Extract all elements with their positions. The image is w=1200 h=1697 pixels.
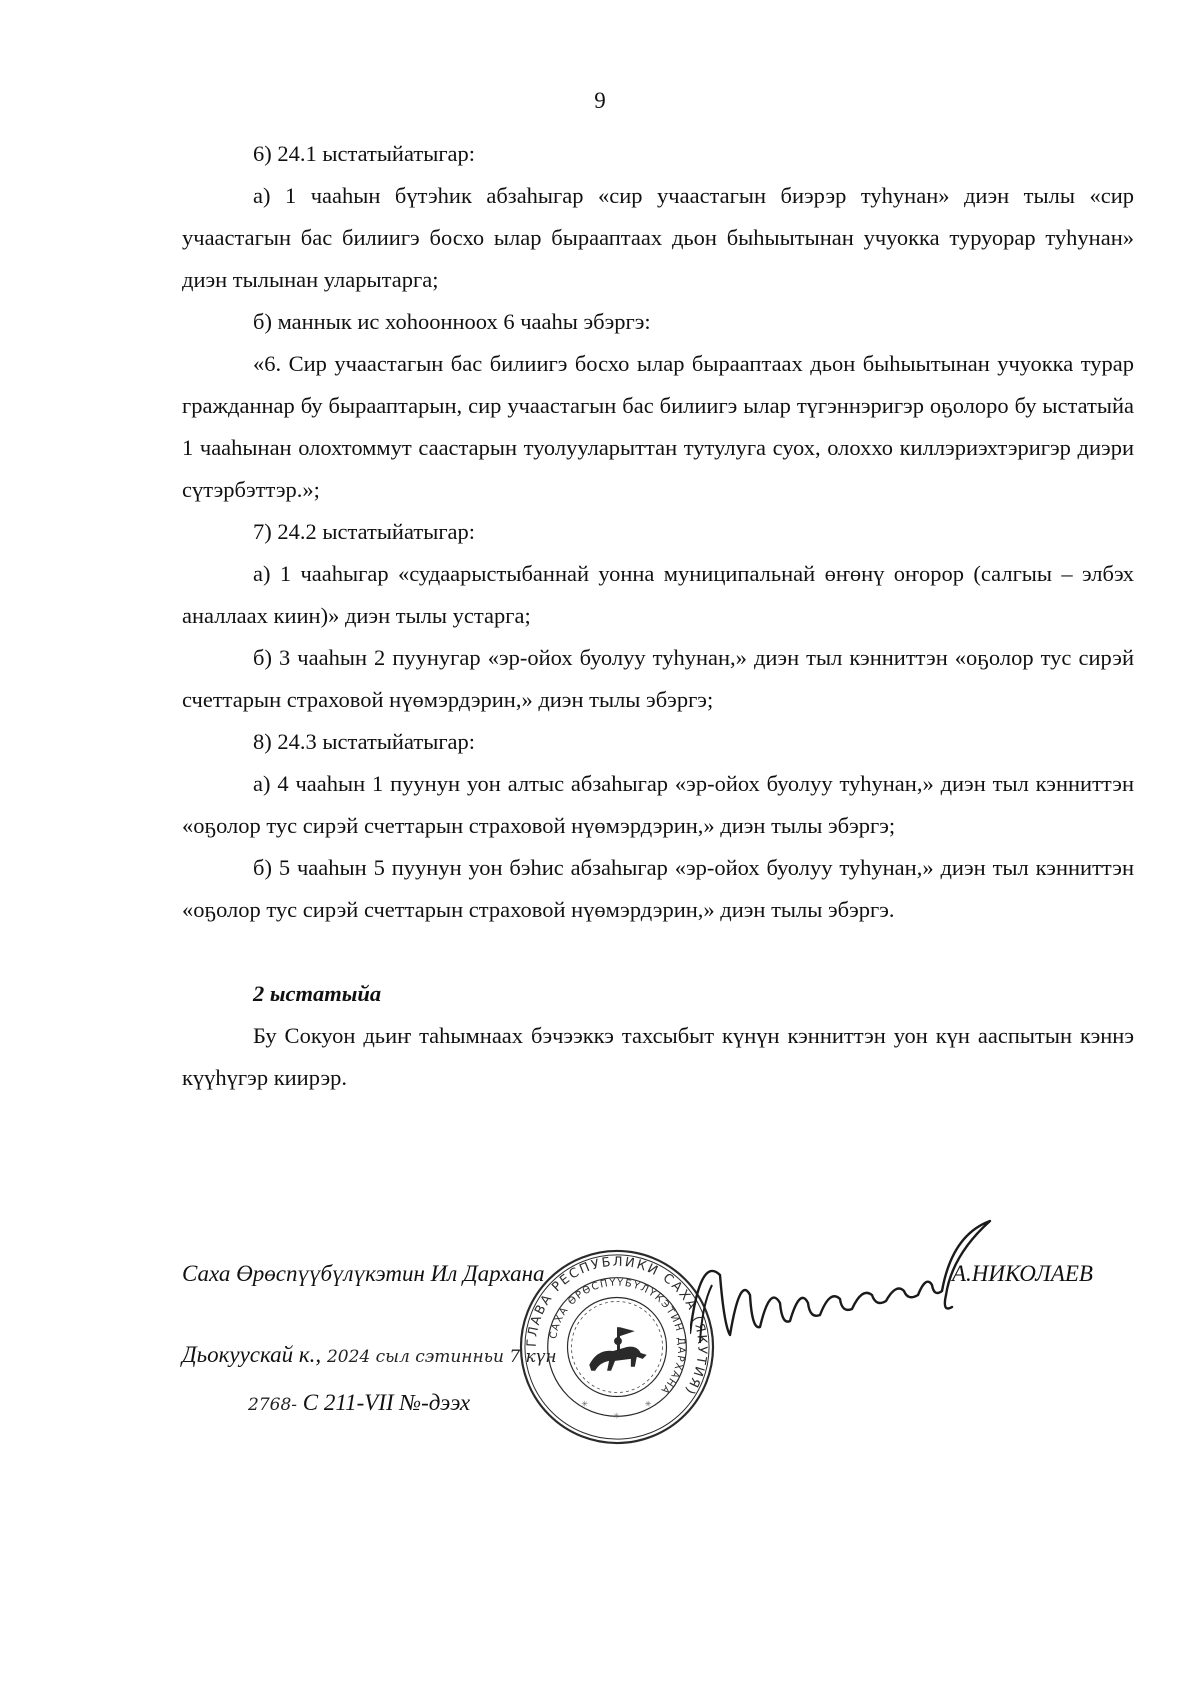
svg-text:САХА ӨРӨСПҮҮБҮЛҮКЭТИН ДАРХАНА: САХА ӨРӨСПҮҮБҮЛҮКЭТИН ДАРХАНА	[548, 1277, 687, 1397]
handwritten-signature-icon	[690, 1215, 1030, 1365]
paragraph: б) маннык ис хоһоонноох 6 чааһы эбэргэ:	[253, 309, 651, 334]
paragraph: б) 5 чааһын 5 пуунун уон бэһис абзаһыгар «эр-ойох буолуу туһунан,» диэн тыл кэнниттэн «оҕолор тус сирэй счеттарын страховой нүөмэрдэрин,» диэн тылы эбэргэ.	[182, 855, 1134, 922]
paragraph: а) 1 чааһын бүтэһик абзаһыгар «сир учаастагын биэрэр туһунан» диэн тылы «сир учаастагын бас билиигэ босхо ылар бырааптаах дьон быһыытынан учуокка туруорар туһунан» диэн тылынан уларытарга;	[182, 183, 1134, 292]
paragraph: 6) 24.1 ыстатыйатыгар:	[253, 141, 476, 166]
article-heading: 2 ыстатыйа	[253, 981, 382, 1006]
article-text: Бу Сокуон дьиҥ таһымнаах бэчээккэ тахсыбыт күнүн кэнниттэн уон күн ааспытын кэннэ күүһүгэр киирэр.	[182, 1023, 1134, 1090]
paragraph: а) 4 чааһын 1 пуунун уон алтыс абзаһыгар «эр-ойох буолуу туһунан,» диэн тыл кэнниттэн «оҕолор тус сирэй счеттарын страховой нүөмэрдэрин,» диэн тылы эбэргэ;	[182, 771, 1134, 838]
signatory-title: Саха Өрөспүүбүлүкэтин Ил Дархана	[182, 1261, 545, 1286]
law-number-line	[248, 1390, 470, 1416]
paragraph: 7) 24.2 ыстатыйатыгар:	[253, 519, 476, 544]
place-prefix: Дьокуускай к.,	[182, 1342, 322, 1367]
paragraph: а) 1 чааһыгар «судаарыстыбаннай уонна муниципальнай өҥөнү оҥорор (салгыы – элбэх аналлаах киин)» диэн тылы устарга;	[182, 561, 1134, 628]
handwritten-number: 2768-	[248, 1395, 298, 1415]
svg-text:✳: ✳	[581, 1399, 588, 1409]
law-number: С 211-VII №-дээх	[302, 1390, 471, 1415]
svg-text:✳: ✳	[613, 1411, 620, 1421]
place-date-line	[182, 1342, 557, 1368]
page-number: 9	[594, 88, 606, 113]
handwritten-date: 2024 сыл сэтинньи 7 күн	[326, 1347, 557, 1367]
paragraph: «6. Сир учаастагын бас билиигэ босхо ылар бырааптаах дьон быһыытынан учуокка турар гражданнар бу бырааптарын, сир учаастагын бас билиигэ ылар түгэннэригэр оҕолоро бу ыстатыйа 1 чааһынан олохтоммут саастарын туолууларыттан тутулуга суох, олоххо киллэриэхтэригэр диэри сүтэрбэттэр.»;	[182, 351, 1134, 502]
svg-text:ГЛАВА РЕСПУБЛИКИ САХА (ЯКУТИЯ): ГЛАВА РЕСПУБЛИКИ САХА (ЯКУТИЯ)	[524, 1254, 710, 1399]
paragraph: б) 3 чааһын 2 пуунугар «эр-ойох буолуу туһунан,» диэн тыл кэнниттэн «оҕолор тус сирэй счеттарын страховой нүөмэрдэрин,» диэн тылы эбэргэ;	[182, 645, 1134, 712]
svg-text:✳: ✳	[644, 1399, 652, 1409]
paragraph: 8) 24.3 ыстатыйатыгар:	[253, 729, 476, 754]
official-seal-icon	[518, 1248, 716, 1446]
signatory-name: А.НИКОЛАЕВ	[952, 1261, 1093, 1286]
